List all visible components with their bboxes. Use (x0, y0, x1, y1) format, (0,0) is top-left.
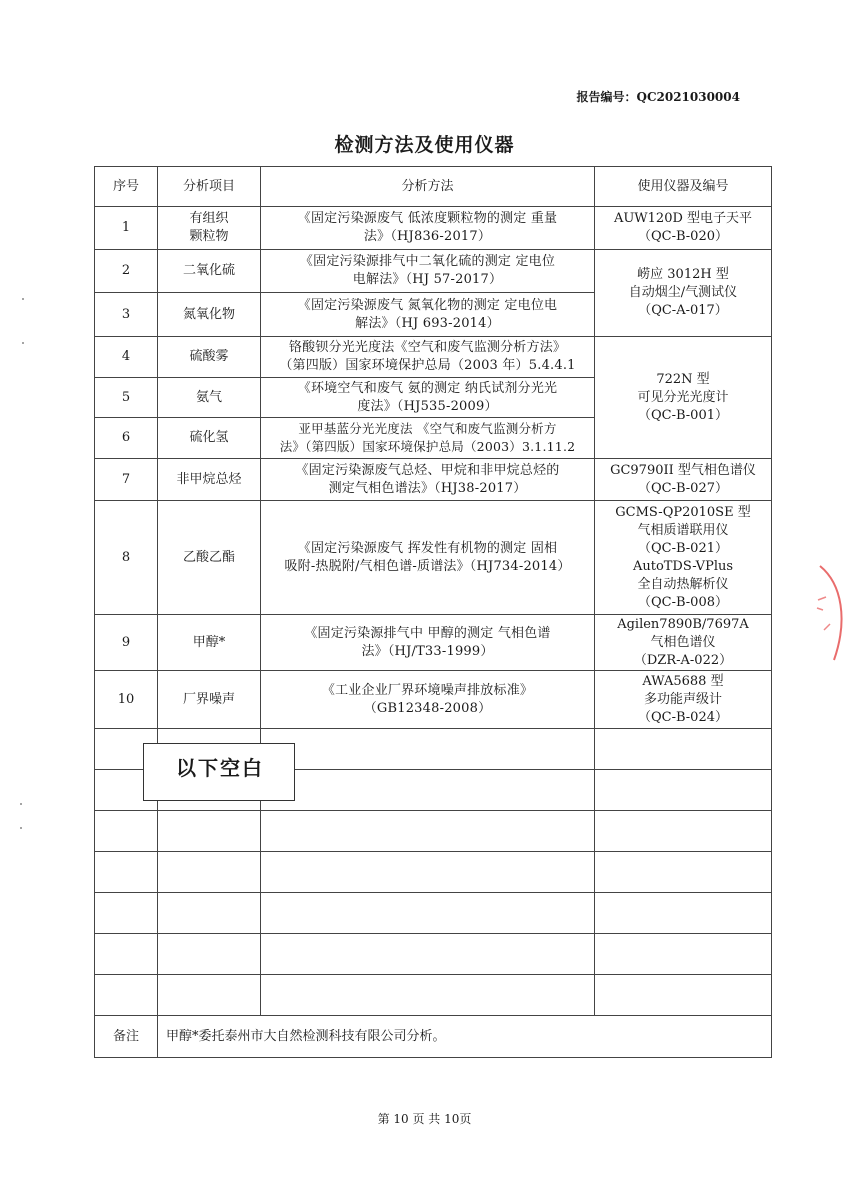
cell-item: 厂界噪声 (158, 671, 261, 729)
cell-instrument: GC9790II 型气相色谱仪 （QC-B-027） (595, 459, 772, 501)
cell-instrument-shared: 722N 型 可见分光光度计 （QC-B-001） (595, 337, 772, 459)
cell-no: 5 (95, 378, 158, 418)
red-seal-fragment-icon (790, 560, 849, 670)
table-row (95, 459, 772, 501)
cell-method: 《固定污染源废气 低浓度颗粒物的测定 重量 法》（HJ836-2017） (261, 207, 595, 250)
cell-instrument: GCMS-QP2010SE 型 气相质谱联用仪 （QC-B-021） AutoTDS-VPlus 全自动热解析仪 （QC-B-008） (595, 501, 772, 615)
cell-instrument-shared: 崂应 3012H 型 自动烟尘/气测试仪 （QC-A-017） (595, 250, 772, 337)
table-row (95, 615, 772, 671)
table-row (95, 337, 772, 378)
note-text: 甲醇*委托泰州市大自然检测科技有限公司分析。 (158, 1016, 772, 1058)
cell-instrument: Agilen7890B/7697A 气相色谱仪 （DZR-A-022） (595, 615, 772, 671)
cell-method: 《固定污染源排气中二氧化硫的测定 定电位 电解法》（HJ 57-2017） (261, 250, 595, 293)
blank-below-stamp: 以下空白 (143, 743, 295, 801)
cell-method: 《固定污染源废气 氮氧化物的测定 定电位电 解法》（HJ 693-2014） (261, 293, 595, 337)
scan-speck (22, 342, 24, 344)
cell-method: 《固定污染源废气 挥发性有机物的测定 固相 吸附-热脱附/气相色谱-质谱法》（HJ734-2014） (261, 501, 595, 615)
empty-row (95, 934, 772, 975)
cell-no: 1 (95, 207, 158, 250)
cell-item: 非甲烷总烃 (158, 459, 261, 501)
cell-no: 7 (95, 459, 158, 501)
empty-row (95, 852, 772, 893)
table-row (95, 250, 772, 293)
cell-no: 4 (95, 337, 158, 378)
empty-row (95, 975, 772, 1016)
empty-row (95, 811, 772, 852)
cell-item: 氨气 (158, 378, 261, 418)
table-row (95, 501, 772, 615)
scan-speck (20, 827, 22, 829)
cell-method: 《固定污染源排气中 甲醇的测定 气相色谱 法》（HJ/T33-1999） (261, 615, 595, 671)
page-footer: 第 10 页 共 10页 (377, 1112, 472, 1126)
cell-item: 有组织 颗粒物 (158, 207, 261, 250)
col-header-instrument: 使用仪器及编号 (595, 167, 772, 207)
scan-speck (22, 298, 24, 300)
cell-item: 甲醇* (158, 615, 261, 671)
methods-table (94, 166, 772, 1058)
report-number: 报告编号：QC2021030004 (576, 90, 740, 104)
cell-no: 9 (95, 615, 158, 671)
cell-item: 二氧化硫 (158, 250, 261, 293)
cell-item: 乙酸乙酯 (158, 501, 261, 615)
cell-instrument: AUW120D 型电子天平 （QC-B-020） (595, 207, 772, 250)
note-row (95, 1016, 772, 1058)
cell-method: 《环境空气和废气 氨的测定 纳氏试剂分光光 度法》（HJ535-2009） (261, 378, 595, 418)
cell-instrument: AWA5688 型 多功能声级计 （QC-B-024） (595, 671, 772, 729)
col-header-item: 分析项目 (158, 167, 261, 207)
cell-item: 氮氧化物 (158, 293, 261, 337)
note-label: 备注 (95, 1016, 158, 1058)
cell-no: 3 (95, 293, 158, 337)
cell-method: 《工业企业厂界环境噪声排放标准》 （GB12348-2008） (261, 671, 595, 729)
scan-speck (20, 803, 22, 805)
cell-method: 铬酸钡分光光度法《空气和废气监测分析方法》 （第四版）国家环境保护总局（2003 年）5.4.4.1 (261, 337, 595, 378)
table-row (95, 671, 772, 729)
cell-method: 《固定污染源废气总烃、甲烷和非甲烷总烃的 测定气相色谱法》（HJ38-2017） (261, 459, 595, 501)
col-header-method: 分析方法 (261, 167, 595, 207)
table-row (95, 207, 772, 250)
cell-no: 10 (95, 671, 158, 729)
cell-no: 8 (95, 501, 158, 615)
cell-no: 2 (95, 250, 158, 293)
cell-no: 6 (95, 418, 158, 459)
cell-item: 硫化氢 (158, 418, 261, 459)
cell-item: 硫酸雾 (158, 337, 261, 378)
page-title: 检测方法及使用仪器 (334, 134, 515, 156)
cell-method: 亚甲基蓝分光光度法 《空气和废气监测分析方 法》（第四版）国家环境保护总局（2003）3.1.11.2 (261, 418, 595, 459)
table-header-row (95, 167, 772, 207)
empty-row (95, 893, 772, 934)
col-header-no: 序号 (95, 167, 158, 207)
